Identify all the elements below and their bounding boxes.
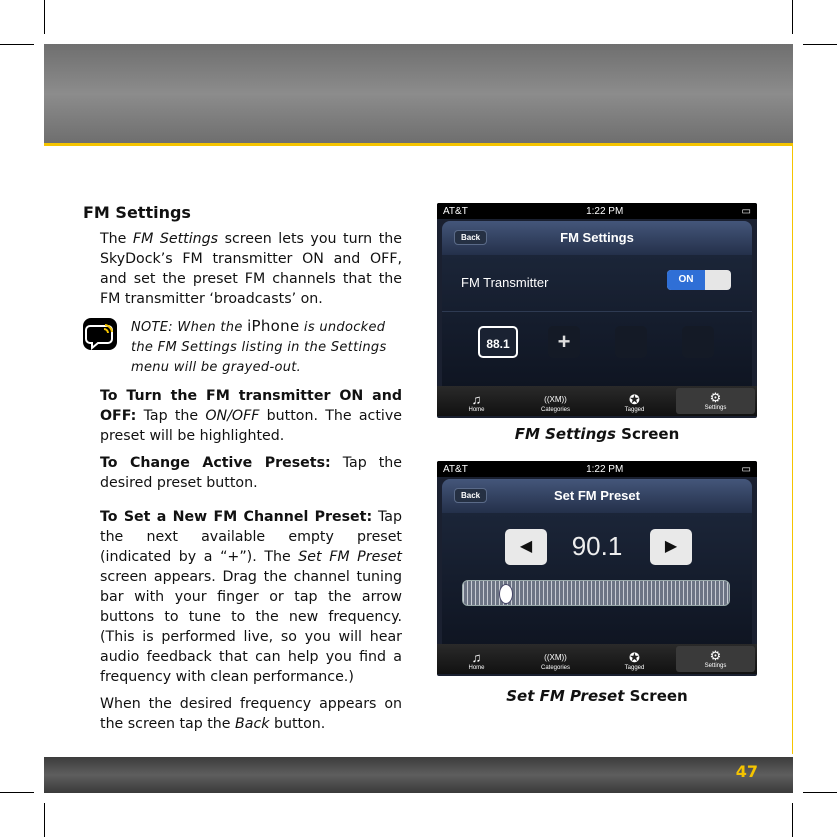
preset-button-1[interactable]: 88.1	[478, 326, 518, 358]
crop-mark	[0, 792, 34, 793]
text-bold: To Set a New FM Channel Preset:	[100, 509, 373, 525]
settings-content	[442, 255, 752, 386]
crop-mark	[44, 803, 45, 837]
text: Screen	[615, 425, 680, 443]
tuning-bar[interactable]	[462, 580, 730, 606]
screen-title: FM Settings	[560, 230, 634, 245]
text: is undocked the FM Settings listing in the Settings menu will be grayed-out.	[131, 320, 387, 375]
tag-icon: ✪	[629, 650, 640, 665]
music-note-icon: ♫	[471, 392, 482, 407]
screen-title: Set FM Preset	[554, 488, 640, 503]
tune-up-button[interactable]: ▶	[650, 529, 692, 565]
section-body	[83, 229, 402, 309]
page-number: 47	[735, 762, 758, 781]
instructions	[83, 386, 402, 734]
tab-settings[interactable]	[676, 388, 755, 414]
set-fm-preset-caption	[437, 687, 757, 705]
nav-bar	[442, 479, 752, 513]
tab-tagged[interactable]	[595, 644, 674, 674]
tab-home[interactable]	[437, 644, 516, 674]
crop-mark	[803, 44, 837, 45]
text: Screen	[624, 687, 688, 705]
preset-content	[442, 513, 752, 644]
final-paragraph	[100, 694, 402, 734]
status-bar	[437, 461, 757, 477]
transmitter-toggle[interactable]	[667, 270, 731, 290]
text-bold: To Change Active Presets:	[100, 455, 331, 471]
text: When the desired frequency appears on the screen tap the	[100, 696, 402, 732]
crop-mark	[792, 803, 793, 837]
turn-on-paragraph	[100, 386, 402, 446]
header-band	[44, 44, 793, 144]
crop-mark	[44, 0, 45, 34]
fm-settings-screenshot	[437, 203, 757, 418]
header-accent-line	[44, 143, 793, 146]
tab-label: Categories	[540, 665, 570, 671]
text-italic: Set FM Preset	[506, 687, 625, 705]
tab-settings[interactable]	[676, 646, 755, 672]
crop-mark	[803, 792, 837, 793]
text-italic: Back	[235, 716, 270, 732]
right-accent-line	[792, 146, 793, 754]
text-italic: Set FM Preset	[298, 549, 402, 565]
status-bar	[437, 203, 757, 219]
change-preset-paragraph	[100, 453, 402, 493]
tab-categories[interactable]	[516, 644, 595, 674]
tab-label: Settings	[704, 663, 727, 669]
tab-home[interactable]	[437, 386, 516, 416]
tab-label: Categories	[540, 407, 570, 413]
fm-settings-caption	[437, 425, 757, 443]
text: The	[100, 231, 133, 247]
text: Tap the desired preset button.	[100, 455, 402, 491]
text: Tap the	[136, 408, 206, 424]
nav-bar	[442, 221, 752, 255]
new-preset-paragraph	[100, 507, 402, 687]
transmitter-label: FM Transmitter	[461, 275, 549, 290]
text: iPhone	[247, 317, 300, 335]
back-button[interactable]: Back	[454, 488, 487, 503]
text: NOTE: When the	[131, 320, 248, 335]
tab-label: Home	[468, 665, 485, 671]
frequency-display: 90.1	[571, 531, 623, 561]
tag-icon: ✪	[629, 392, 640, 407]
preset-empty-button[interactable]	[615, 326, 647, 358]
back-button[interactable]: Back	[454, 230, 487, 245]
carrier-label: AT&T	[443, 205, 468, 217]
text-italic: FM Settings	[132, 231, 219, 247]
carrier-label: AT&T	[443, 463, 468, 475]
tuning-knob[interactable]	[499, 584, 513, 604]
crop-mark	[0, 44, 34, 45]
tab-label: Settings	[704, 405, 727, 411]
gear-icon: ⚙	[709, 390, 722, 405]
toggle-on-segment: ON	[667, 270, 705, 290]
tab-label: Tagged	[624, 665, 645, 671]
text: button.	[269, 716, 326, 732]
tab-categories[interactable]	[516, 386, 595, 416]
clock: 1:22 PM	[586, 463, 624, 475]
preset-add-button[interactable]: +	[548, 326, 580, 358]
tune-down-button[interactable]: ◀	[505, 529, 547, 565]
clock: 1:22 PM	[586, 205, 624, 217]
tab-bar	[437, 386, 757, 416]
xm-logo-icon: ((XM))	[544, 653, 567, 662]
tab-bar	[437, 644, 757, 674]
gear-icon: ⚙	[709, 648, 722, 663]
text: Tap the next available empty preset (indicated by a “+”). The	[100, 509, 402, 565]
section-title: FM Settings	[83, 203, 191, 222]
intro-paragraph	[100, 229, 402, 309]
footer-band	[44, 757, 793, 793]
battery-icon: ▭	[741, 205, 751, 217]
set-fm-preset-screenshot	[437, 461, 757, 676]
tab-label: Tagged	[624, 407, 645, 413]
preset-empty-button[interactable]	[682, 326, 714, 358]
note	[83, 316, 402, 378]
text: screen lets you turn the SkyDock’s FM transmitter ON and OFF, and set the preset FM channels that the FM transmitter ‘broadcasts’ on.	[100, 231, 402, 307]
text: button. The active preset will be highlighted.	[100, 408, 402, 444]
text: screen appears. Drag the channel tuning bar with your finger or tap the arrow buttons to tune to the new frequency. (This is performed live, so you will hear audio feedback that can help you find a frequency with clean performance.)	[100, 569, 402, 685]
battery-icon: ▭	[741, 463, 751, 475]
music-note-icon: ♫	[471, 650, 482, 665]
crop-mark	[792, 0, 793, 34]
tab-tagged[interactable]	[595, 386, 674, 416]
xm-logo-icon: ((XM))	[544, 395, 567, 404]
text-italic: FM Settings	[514, 425, 616, 443]
note-speech-bubble-icon	[83, 318, 117, 350]
text-column	[83, 203, 402, 741]
text-italic: ON/OFF	[205, 408, 260, 424]
divider	[442, 311, 752, 312]
tab-label: Home	[468, 407, 485, 413]
text-bold: To Turn the FM transmitter ON and OFF:	[100, 388, 402, 424]
